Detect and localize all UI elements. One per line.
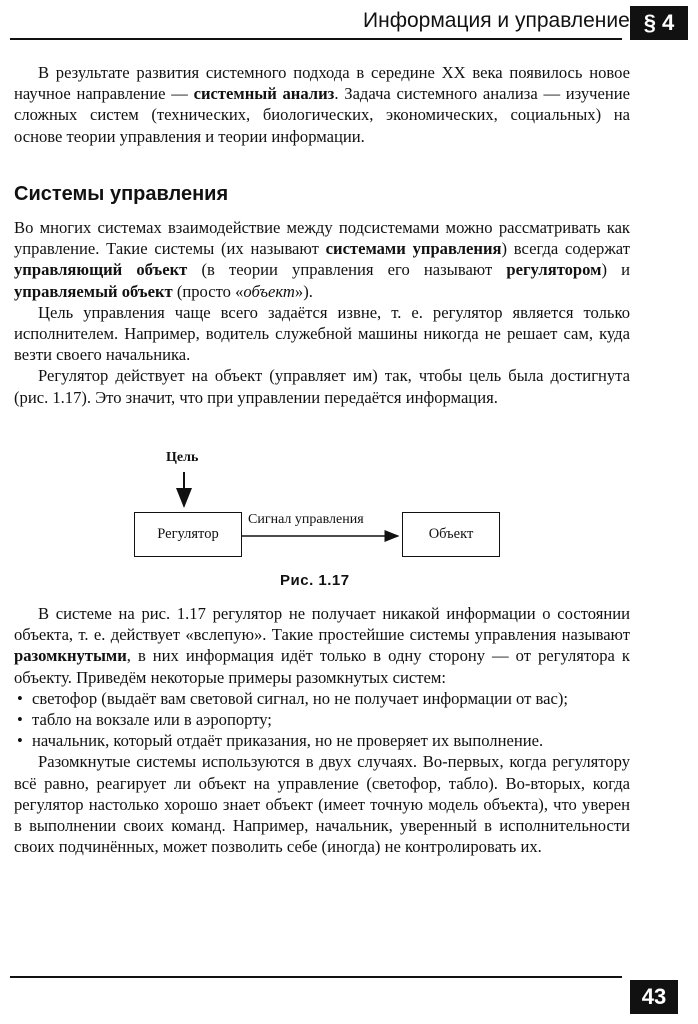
intro-paragraph (14, 62, 630, 147)
page-header (10, 0, 688, 44)
open-systems-text (14, 603, 630, 857)
term-regulator: регулятором (506, 260, 602, 280)
list-item (14, 730, 630, 751)
running-header-title: Информация и управление (363, 9, 630, 32)
list-item (14, 688, 630, 709)
text-run: Во многих системах взаимодействие между подсистемами можно рассматривать как управление. Такие системы (их называют (14, 218, 630, 259)
figure-caption: Рис. 1.17 (280, 572, 350, 589)
term-controlled-object: управляемый объект (14, 281, 173, 301)
list-item (14, 709, 630, 730)
object-box: Объект (402, 512, 500, 557)
bullet-icon: • (17, 710, 23, 730)
paragraph-regulator: Регулятор действует на объект (управляет им) так, чтобы цель была достигнута (рис. 1.17). Это значит, что при управлении передаётся информация. (14, 366, 630, 407)
signal-label: Сигнал управления (248, 512, 364, 527)
bullet-icon: • (17, 688, 23, 708)
term-controlling-object: управляющий объект (14, 260, 188, 280)
text-run: (в теории управления его называют (187, 260, 507, 280)
header-rule (10, 38, 622, 40)
examples-list (14, 688, 630, 752)
bullet-icon: • (17, 731, 23, 751)
text-run: (просто « (172, 281, 244, 301)
section-badge: § 4 (630, 6, 688, 40)
intro-text-end: . Задача системного анализа — изучение сложных систем (технических, биологических, экономических, социальных) на основе теории управления и теории информации. (14, 84, 630, 146)
section-heading: Системы управления (14, 183, 229, 205)
text-run: »). (294, 281, 313, 301)
page-number: 43 (630, 980, 678, 1014)
paragraph-open-systems (14, 603, 630, 688)
paragraph-definition (14, 217, 630, 302)
term-object: объект (243, 281, 295, 301)
list-item-text: светофор (выдаёт вам световой сигнал, но не получает информации от вас); (32, 688, 568, 708)
paragraph-usage: Разомкнутые системы используются в двух случаях. Во-первых, когда регулятору всё равно, реагирует ли объект на управление (светофор, табло). Во-вторых, когда регулятор настолько хорошо знает объект (имеет точную модель объекта), что уверен в выполнении своих команд. Например, начальник, уверенный в исполнительности своих подчинённых, может позволить себе (иногда) не контролировать их. (14, 752, 630, 857)
term-open-loop: разомкнутыми (14, 646, 127, 666)
goal-label: Цель (166, 450, 199, 465)
footer-rule (10, 976, 622, 978)
list-item-text: табло на вокзале или в аэропорту; (32, 710, 272, 730)
figure-1-17 (130, 448, 530, 568)
text-run: ) всегда содержат (501, 239, 630, 259)
control-systems-text (14, 217, 630, 408)
term-system-analysis: системный анализ (193, 84, 335, 104)
list-item-text: начальник, который отдаёт приказания, но не проверяет их выполнение. (32, 731, 544, 751)
intro-text: В результате развития системного подхода в середине XX века появилось новое научное направление — (14, 63, 630, 104)
regulator-box: Регулятор (134, 512, 242, 557)
text-run: , в них информация идёт только в одну сторону — от регулятора к объекту. Приведём некоторые примеры разомкнутых систем: (14, 646, 630, 687)
text-run: В системе на рис. 1.17 регулятор не получает никакой информации о состоянии объекта, т. е. действует «вслепую». Такие простейшие системы управления называют (14, 604, 630, 645)
text-run: ) и (601, 260, 630, 280)
paragraph-goal: Цель управления чаще всего задаётся извне, т. е. регулятор является только исполнителем. Например, водитель служебной машины никогда не решает сам, куда везти своего начальника. (14, 302, 630, 365)
term-control-systems: системами управления (325, 239, 502, 259)
